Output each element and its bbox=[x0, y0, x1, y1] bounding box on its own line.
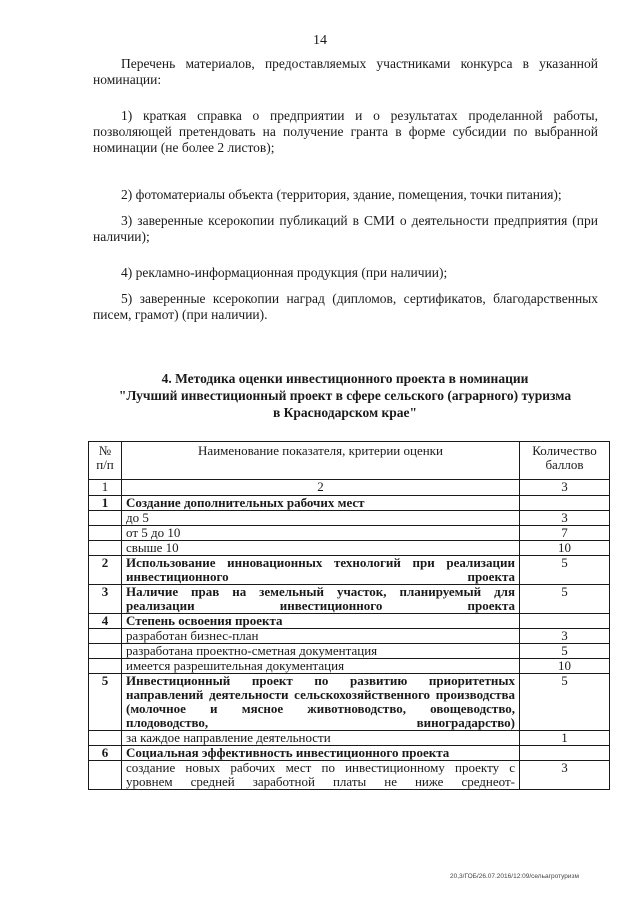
row-score: 1 bbox=[520, 731, 610, 746]
list-item bbox=[93, 291, 598, 323]
row-score bbox=[520, 746, 610, 761]
table-row bbox=[89, 541, 610, 556]
row-number bbox=[89, 541, 122, 556]
row-criteria: Использование инновационных технологий при реализации инвестиционного проекта bbox=[122, 556, 520, 585]
section-heading-line: в Краснодарском крае" bbox=[272, 405, 418, 420]
row-score: 10 bbox=[520, 659, 610, 674]
header-num: № п/п bbox=[89, 442, 122, 480]
header-criteria: Наименование показателя, критерии оценки bbox=[122, 442, 520, 480]
row-number: 5 bbox=[89, 674, 122, 731]
row-score: 10 bbox=[520, 541, 610, 556]
table-col-number-row bbox=[89, 480, 610, 496]
list-item bbox=[93, 187, 598, 203]
table-row bbox=[89, 511, 610, 526]
table-row bbox=[89, 556, 610, 585]
row-score: 7 bbox=[520, 526, 610, 541]
table-row bbox=[89, 496, 610, 511]
row-number: 6 bbox=[89, 746, 122, 761]
list-item-text: 1) краткая справка о предприятии и о результатах проделанной работы, позволяющей претендовать на получение гранта в форме субсидии по выбранной номинации (не более 2 листов); bbox=[93, 108, 598, 155]
row-criteria: Создание дополнительных рабочих мест bbox=[122, 496, 520, 511]
section-heading-line: 4. Методика оценки инвестиционного проекта в номинации bbox=[161, 371, 529, 386]
row-criteria: создание новых рабочих мест по инвестиционному проекту с уровнем средней заработной платы не ниже среднеот- bbox=[122, 761, 520, 790]
table-row bbox=[89, 731, 610, 746]
row-criteria: разработан бизнес-план bbox=[122, 629, 520, 644]
table-row bbox=[89, 614, 610, 629]
row-criteria: имеется разрешительная документация bbox=[122, 659, 520, 674]
row-criteria: от 5 до 10 bbox=[122, 526, 520, 541]
row-number: 2 bbox=[89, 556, 122, 585]
row-score: 3 bbox=[520, 761, 610, 790]
footer-code: 20,3/ГОБ/26.07.2016/12:09/сельагротуризм bbox=[450, 873, 579, 880]
evaluation-table bbox=[88, 441, 610, 790]
table-body bbox=[89, 496, 610, 790]
col-number: 2 bbox=[122, 480, 520, 496]
row-score: 3 bbox=[520, 511, 610, 526]
table-row bbox=[89, 526, 610, 541]
row-criteria: Инвестиционный проект по развитию приоритетных направлений деятельности сельскохозяйственного производства (молочное и мясное животноводство, овощеводство, плодоводство, виноградарство) bbox=[122, 674, 520, 731]
table-row bbox=[89, 746, 610, 761]
header-score: Количество баллов bbox=[520, 442, 610, 480]
table-row bbox=[89, 585, 610, 614]
row-number bbox=[89, 731, 122, 746]
col-number: 3 bbox=[520, 480, 610, 496]
row-number bbox=[89, 659, 122, 674]
row-number: 1 bbox=[89, 496, 122, 511]
row-criteria: до 5 bbox=[122, 511, 520, 526]
row-number: 4 bbox=[89, 614, 122, 629]
list-item-text: 3) заверенные ксерокопии публикаций в СМИ о деятельности предприятия (при наличии); bbox=[93, 213, 598, 244]
table-row bbox=[89, 644, 610, 659]
row-score bbox=[520, 614, 610, 629]
row-criteria: разработана проектно-сметная документация bbox=[122, 644, 520, 659]
row-number bbox=[89, 526, 122, 541]
list-item bbox=[93, 265, 598, 281]
row-score: 5 bbox=[520, 644, 610, 659]
row-score: 5 bbox=[520, 585, 610, 614]
intro-text: Перечень материалов, предоставляемых участниками конкурса в указанной номинации: bbox=[93, 56, 598, 87]
row-number bbox=[89, 511, 122, 526]
list-item bbox=[93, 213, 598, 245]
list-item-text: 2) фотоматериалы объекта (территория, здание, помещения, точки питания); bbox=[121, 187, 562, 202]
page-number: 14 bbox=[313, 33, 327, 48]
table-row bbox=[89, 674, 610, 731]
table-row bbox=[89, 659, 610, 674]
section-heading-line: "Лучший инвестиционный проект в сфере сельского (аграрного) туризма bbox=[118, 388, 572, 403]
row-score bbox=[520, 496, 610, 511]
section-heading bbox=[80, 370, 610, 421]
row-score: 5 bbox=[520, 556, 610, 585]
row-criteria: Социальная эффективность инвестиционного проекта bbox=[122, 746, 520, 761]
intro-paragraph bbox=[93, 56, 598, 88]
row-criteria: свыше 10 bbox=[122, 541, 520, 556]
row-score: 3 bbox=[520, 629, 610, 644]
list-item bbox=[93, 108, 598, 156]
row-criteria: Наличие прав на земельный участок, планируемый для реализации инвестиционного проекта bbox=[122, 585, 520, 614]
table-row bbox=[89, 629, 610, 644]
list-item-text: 4) рекламно-информационная продукция (при наличии); bbox=[121, 265, 448, 280]
row-score: 5 bbox=[520, 674, 610, 731]
row-criteria: за каждое направление деятельности bbox=[122, 731, 520, 746]
list-item-text: 5) заверенные ксерокопии наград (дипломов, сертификатов, благодарственных писем, грамот) (при наличии). bbox=[93, 291, 598, 322]
table-row bbox=[89, 761, 610, 790]
row-number: 3 bbox=[89, 585, 122, 614]
row-criteria: Степень освоения проекта bbox=[122, 614, 520, 629]
row-number bbox=[89, 761, 122, 790]
table-header-row bbox=[89, 442, 610, 480]
row-number bbox=[89, 629, 122, 644]
row-number bbox=[89, 644, 122, 659]
col-number: 1 bbox=[89, 480, 122, 496]
